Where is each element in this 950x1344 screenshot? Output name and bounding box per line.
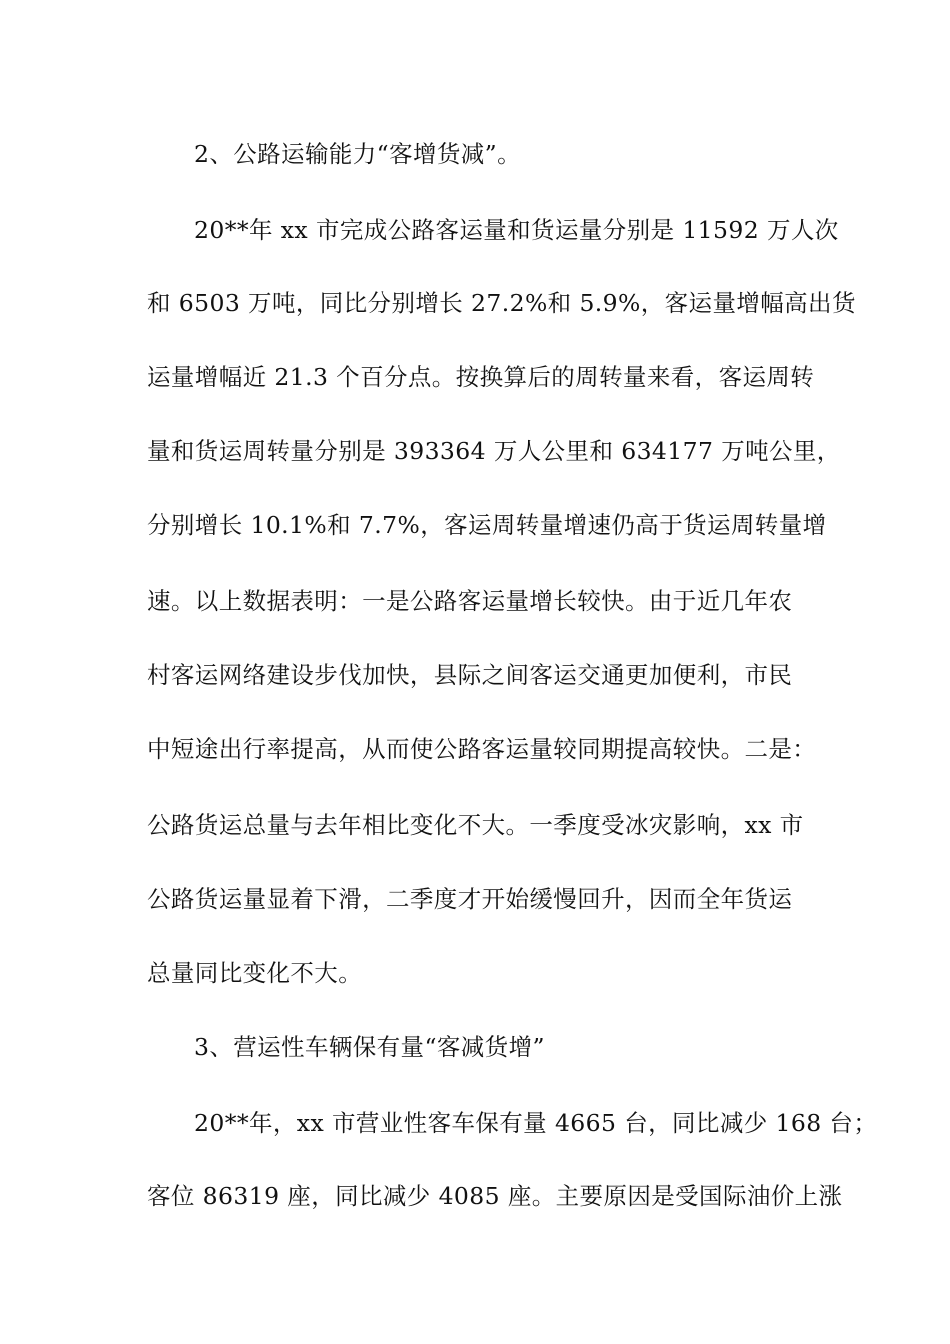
paragraph-line: 20**年，xx 市营业性客车保有量 4665 台，同比减少 168 台； xyxy=(194,1109,878,1137)
paragraph-line: 客位 86319 座，同比减少 4085 座。主要原因是受国际油价上涨 xyxy=(147,1182,843,1210)
paragraph-line: 公路货运总量与去年相比变化不大。一季度受冰灾影响，xx 市 xyxy=(147,811,804,839)
section-heading-2: 2、公路运输能力“客增货减”。 xyxy=(194,140,521,168)
paragraph-line: 中短途出行率提高，从而使公路客运量较同期提高较快。二是： xyxy=(147,735,817,763)
paragraph-line: 分别增长 10.1%和 7.7%，客运周转量增速仍高于货运周转量增 xyxy=(147,511,827,539)
paragraph-line: 总量同比变化不大。 xyxy=(147,959,363,987)
paragraph-line: 量和货运周转量分别是 393364 万人公里和 634177 万吨公里， xyxy=(147,437,841,465)
paragraph-line: 20**年 xx 市完成公路客运量和货运量分别是 11592 万人次 xyxy=(194,216,839,244)
paragraph-line: 村客运网络建设步伐加快，县际之间客运交通更加便利，市民 xyxy=(147,661,793,689)
paragraph-line: 运量增幅近 21.3 个百分点。按换算后的周转量来看，客运周转 xyxy=(147,363,815,391)
paragraph-line: 速。以上数据表明：一是公路客运量增长较快。由于近几年农 xyxy=(147,587,793,615)
section-heading-3: 3、营运性车辆保有量“客减货增” xyxy=(194,1033,545,1061)
paragraph-line: 和 6503 万吨，同比分别增长 27.2%和 5.9%，客运量增幅高出货 xyxy=(147,289,856,317)
paragraph-line: 公路货运量显着下滑，二季度才开始缓慢回升，因而全年货运 xyxy=(147,885,793,913)
